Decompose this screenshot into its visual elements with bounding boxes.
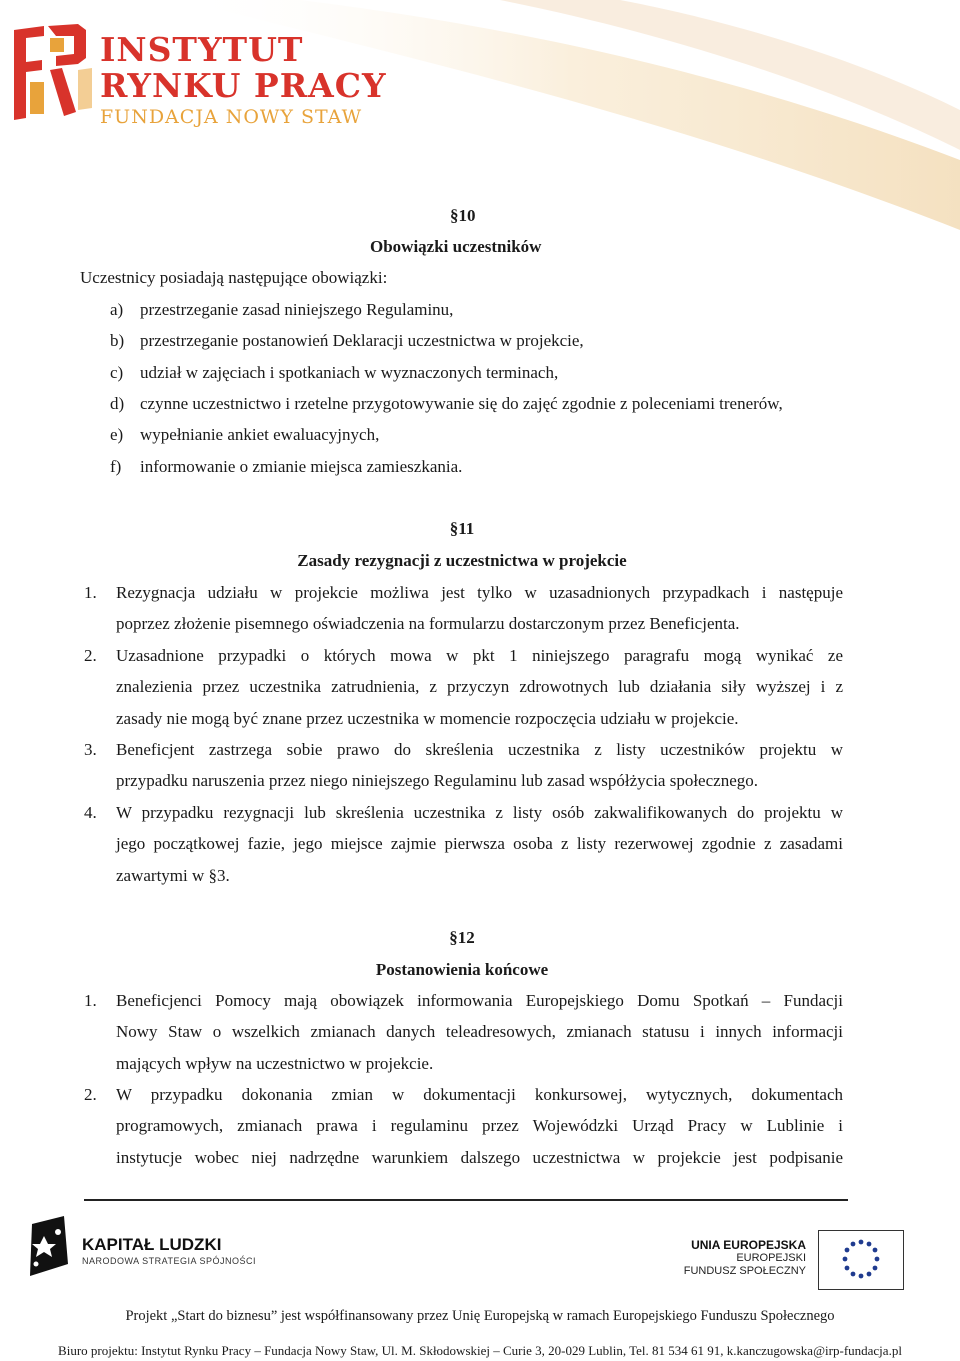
section10-item-e-letter: e) bbox=[110, 425, 124, 444]
section11-point-2-line-2: znalezienia przez uczestnika zatrudnienia, z przyczyn zdrowotnych lub działania siły wyższej i z bbox=[116, 677, 843, 697]
logo-emblem-icon bbox=[8, 22, 96, 126]
kapital-ludzki-subtitle: NARODOWA STRATEGIA SPÓJNOŚCI bbox=[82, 1256, 257, 1266]
kapital-ludzki-logo bbox=[22, 1212, 257, 1282]
section11-point-1-line-2: poprzez złożenie pisemnego oświadczenia na formularzu dostarczonym przez Beneficjenta. bbox=[116, 614, 740, 634]
logo-line-1: INSTYTUT bbox=[100, 30, 304, 69]
project-cofinancing-note: Projekt „Start do biznesu” jest współfinansowany przez Unię Europejską w ramach Europejskiego Funduszu Społecznego bbox=[125, 1308, 835, 1324]
section12-point-1-line-2: Nowy Staw o wszelkich zmianach danych teleadresowych, zmianach statusu i innych informacji bbox=[116, 1022, 843, 1042]
section11-point-4-number: 4. bbox=[84, 803, 97, 822]
section12-title: Postanowienia końcowe bbox=[375, 960, 549, 979]
section11-point-2-line-1: Uzasadnione przypadki o których mowa w pkt 1 niniejszego paragrafu mogą wynikać ze bbox=[116, 646, 843, 665]
eu-line-1: UNIA EUROPEJSKA bbox=[691, 1238, 806, 1252]
section10-item-a: przestrzeganie zasad niniejszego Regulaminu, bbox=[140, 300, 454, 319]
section12-point-1-number: 1. bbox=[84, 991, 97, 1010]
section10-item-e: wypełnianie ankiet ewaluacyjnych, bbox=[140, 425, 380, 444]
footer-divider bbox=[84, 1199, 848, 1201]
section10-title: Obowiązki uczestników bbox=[370, 237, 542, 256]
section12-point-2-line-1: W przypadku dokonania zmian w dokumentacji konkursowej, wytycznych, dokumentach bbox=[116, 1085, 843, 1104]
section12-point-1-line-3: mających wpływ na uczestnictwo w projekcie. bbox=[116, 1053, 434, 1073]
section10-number: §10 bbox=[450, 206, 476, 225]
section11-point-3-line-1: Beneficjent zastrzega sobie prawo do skreślenia uczestnika z listy uczestników projektu w bbox=[116, 740, 843, 759]
eu-line-2: EUROPEJSKI bbox=[736, 1252, 806, 1264]
section11-point-1-line-1: Rezygnacja udziału w projekcie możliwa jest tylko w uzasadnionych przypadkach i następuje bbox=[116, 583, 843, 602]
eu-efs-logo bbox=[683, 1226, 910, 1290]
section12-number: §12 bbox=[449, 928, 475, 947]
instytut-rynku-pracy-logo bbox=[8, 22, 387, 132]
section10-item-d: czynne uczestnictwo i rzetelne przygotowywanie się do zajęć zgodnie z poleceniami trenerów, bbox=[140, 394, 783, 413]
section11-point-2-number: 2. bbox=[84, 646, 97, 665]
section10-item-d-letter: d) bbox=[110, 394, 125, 413]
kapital-ludzki-emblem-icon bbox=[22, 1214, 72, 1280]
section11-number: §11 bbox=[449, 519, 475, 538]
section10-item-b: przestrzeganie postanowień Deklaracji uczestnictwa w projekcie, bbox=[140, 331, 584, 350]
section10-item-c-letter: c) bbox=[110, 363, 124, 382]
project-office-contact: Biuro projektu: Instytut Rynku Pracy – Fundacja Nowy Staw, Ul. M. Skłodowskiej – Curie 3, 20-029 Lublin, Tel. 81 534 61 91, k.kanczugowska@irp-fundacja.pl bbox=[58, 1343, 902, 1358]
section11-point-3-number: 3. bbox=[84, 740, 97, 759]
section12-point-1-line-1: Beneficjenci Pomocy mają obowiązek informowania Europejskiego Domu Spotkań – Fundacji bbox=[116, 991, 843, 1010]
section12-point-2-line-3: instytucje wobec niej nadrzędne warunkiem dalszego uczestnictwa w projekcie jest podpisanie bbox=[116, 1147, 843, 1167]
section11-point-2 bbox=[116, 640, 843, 734]
section11-point-4-line-2: jego początkowej fazie, jego miejsce zajmie pierwsza osoba z listy rezerwowej zgodnie z zasadami bbox=[116, 834, 843, 854]
eu-line-3: FUNDUSZ SPOŁECZNY bbox=[683, 1265, 806, 1277]
section12-point-2 bbox=[116, 1079, 843, 1173]
section11-point-1-number: 1. bbox=[84, 583, 97, 602]
section11-point-3 bbox=[116, 734, 843, 797]
section10-item-c: udział w zajęciach i spotkaniach w wyznaczonych terminach, bbox=[140, 363, 559, 382]
section10-item-f-letter: f) bbox=[110, 457, 122, 476]
section10-item-b-letter: b) bbox=[110, 331, 125, 350]
logo-line-3: FUNDACJA NOWY STAW bbox=[100, 106, 363, 128]
section11-point-4-line-1: W przypadku rezygnacji lub skreślenia uczestnika z listy osób zakwalifikowanych do projektu w bbox=[116, 803, 843, 822]
section10-intro: Uczestnicy posiadają następujące obowiązki: bbox=[80, 268, 388, 287]
section11-point-4 bbox=[116, 797, 843, 891]
section11-point-3-line-2: przypadku naruszenia przez niego niniejszego Regulaminu lub zasad współżycia społecznego. bbox=[116, 771, 758, 791]
kapital-ludzki-title: KAPITAŁ LUDZKI bbox=[82, 1235, 222, 1254]
logo-line-2: RYNKU PRACY bbox=[100, 66, 387, 105]
section11-point-4-line-3: zawartymi w §3. bbox=[116, 865, 230, 885]
section11-point-1 bbox=[116, 577, 843, 640]
section10-item-f: informowanie o zmianie miejsca zamieszkania. bbox=[140, 457, 463, 476]
section12-point-2-line-2: programowych, zmianach prawa i regulaminu przez Wojewódzki Urząd Pracy w Lublinie i bbox=[116, 1116, 843, 1136]
section10-item-a-letter: a) bbox=[110, 300, 124, 319]
section12-point-1 bbox=[116, 985, 843, 1079]
section12-point-2-number: 2. bbox=[84, 1085, 97, 1104]
eu-flag-icon bbox=[818, 1230, 904, 1290]
section11-point-2-line-3: zasady nie mogą być znane przez uczestnika w momencie rozpoczęcia udziału w projekcie. bbox=[116, 708, 739, 728]
section11-title: Zasady rezygnacji z uczestnictwa w projekcie bbox=[297, 551, 627, 570]
